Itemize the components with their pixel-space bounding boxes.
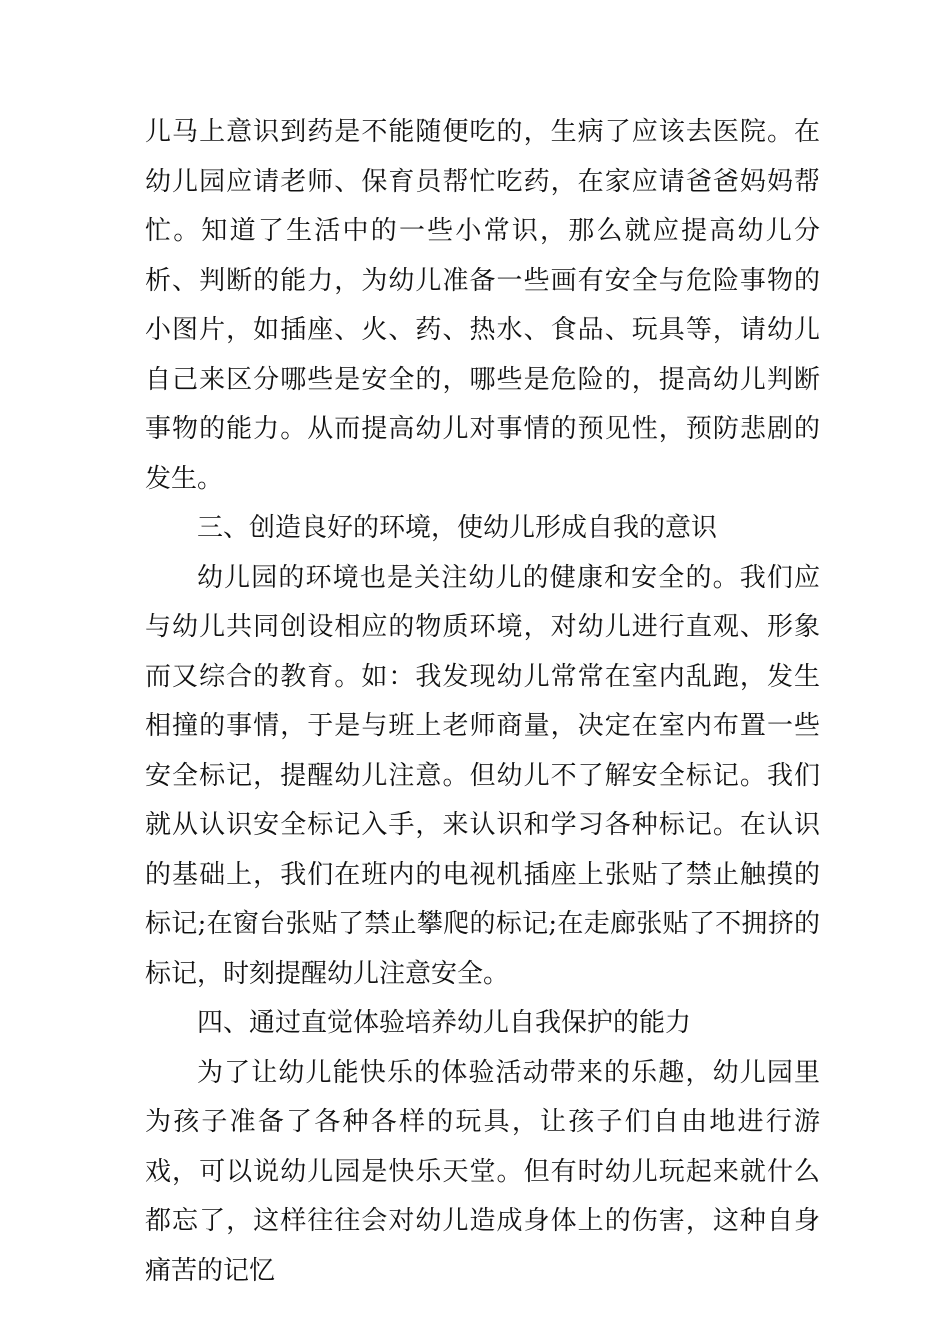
body-paragraph-environment: 幼儿园的环境也是关注幼儿的健康和安全的。我们应与幼儿共同创设相应的物质环境，对幼儿进行直观、形象而又综合的教育。如：我发现幼儿常常在室内乱跑，发生相撞的事情，于是与班上老师商量，决定在室内布置一些安全标记，提醒幼儿注意。但幼儿不了解安全标记。我们就从认识安全标记入手，来认识和学习各种标记。在认识的基础上，我们在班内的电视机插座上张贴了禁止触摸的标记;在窗台张贴了禁止攀爬的标记;在走廊张贴了不拥挤的标记，时刻提醒幼儿注意安全。 bbox=[145, 562, 820, 989]
body-paragraph-experience: 为了让幼儿能快乐的体验活动带来的乐趣，幼儿园里为孩子准备了各种各样的玩具，让孩子们自由地进行游戏，可以说幼儿园是快乐天堂。但有时幼儿玩起来就什么都忘了，这样往往会对幼儿造成身体上的伤害，这种自身痛苦的记忆 bbox=[145, 1057, 820, 1286]
document-page bbox=[145, 108, 820, 1296]
body-paragraph-continuation: 儿马上意识到药是不能随便吃的，生病了应该去医院。在幼儿园应请老师、保育员帮忙吃药，在家应请爸爸妈妈帮忙。知道了生活中的一些小常识，那么就应提高幼儿分析、判断的能力，为幼儿准备一些画有安全与危险事物的小图片，如插座、火、药、热水、食品、玩具等，请幼儿自己来区分哪些是安全的，哪些是危险的，提高幼儿判断事物的能力。从而提高幼儿对事情的预见性，预防悲剧的发生。 bbox=[145, 117, 820, 494]
section-heading-three: 三、创造良好的环境，使幼儿形成自我的意识 bbox=[197, 513, 718, 543]
section-heading-four: 四、通过直觉体验培养幼儿自我保护的能力 bbox=[197, 1008, 692, 1038]
